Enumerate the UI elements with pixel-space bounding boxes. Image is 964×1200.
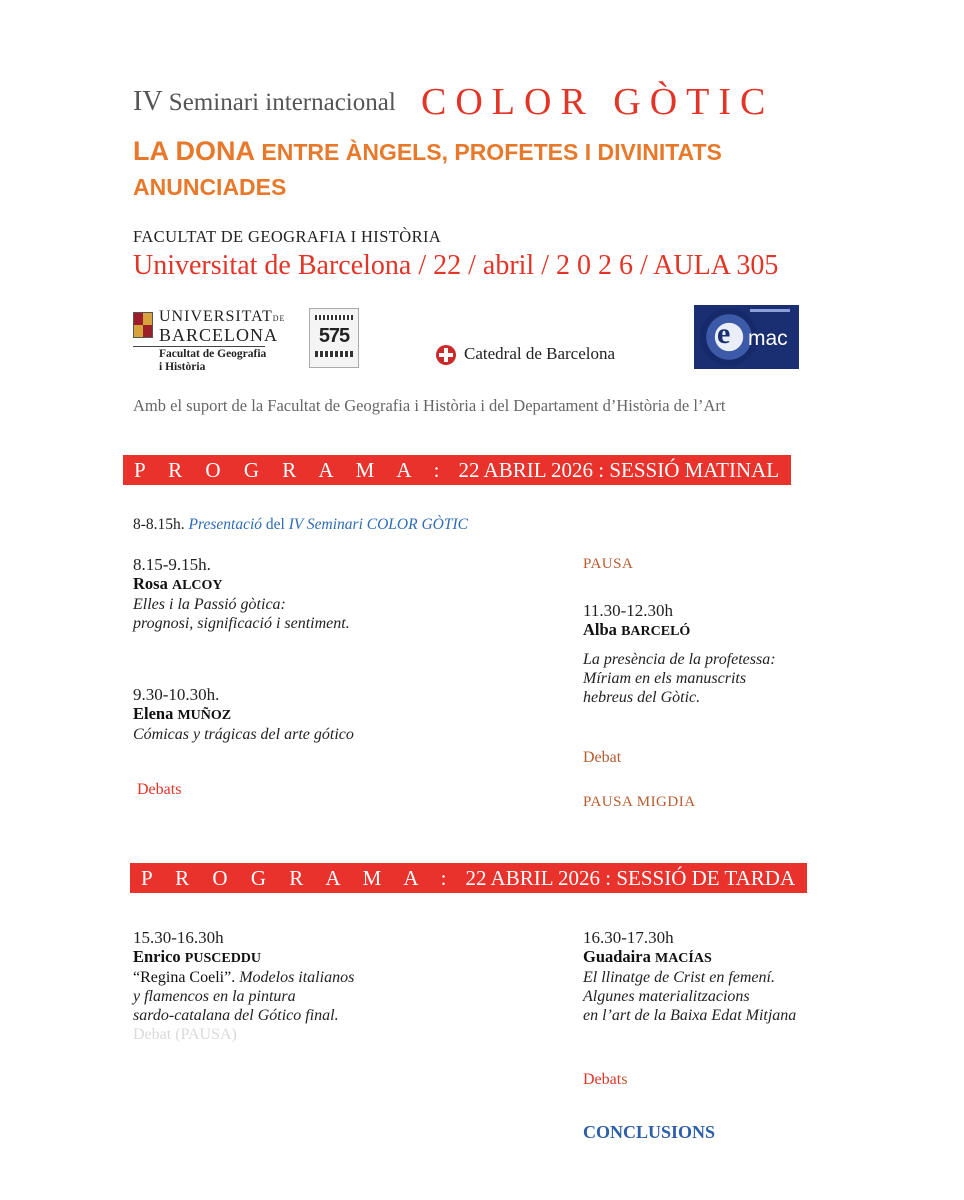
support-note: Amb el suport de la Facultat de Geografia i Història i del Departament d’Història de l’Art bbox=[133, 396, 726, 415]
morning-debats: Debats bbox=[137, 781, 182, 798]
pausa-migdia: PAUSA MIGDIA bbox=[583, 794, 696, 810]
anniversary-logo bbox=[309, 308, 359, 368]
seminar-label: Seminari internacional bbox=[168, 89, 396, 116]
venue-line: Universitat de Barcelona / 22 / abril / 2 0 2 6 / AULA 305 bbox=[133, 250, 779, 281]
emac-label: mac bbox=[748, 327, 788, 350]
talk-title-line1: Elles i la Passió gòtica: bbox=[133, 596, 286, 613]
talk-title-line1: Cómicas y trágicas del arte gótico bbox=[133, 726, 354, 743]
talk-time: 9.30-10.30h. bbox=[133, 685, 220, 704]
talk-barcelo bbox=[583, 601, 776, 707]
talk-time: 8.15-9.15h. bbox=[133, 555, 211, 574]
afternoon-banner bbox=[130, 863, 807, 893]
cross-icon bbox=[436, 345, 456, 365]
roman-numeral: IV bbox=[133, 86, 163, 117]
subtitle-line2: ANUNCIADES bbox=[133, 174, 287, 200]
intro-presentation: Presentació bbox=[188, 516, 263, 533]
intro-seminar: IV Seminari COLOR GÒTIC bbox=[288, 516, 468, 533]
speaker-name: Alba BARCELÓ bbox=[583, 620, 691, 639]
speaker-name: Enrico PUSCEDDU bbox=[133, 947, 262, 966]
anniversary-number: 575 bbox=[318, 325, 350, 347]
talk-time: 15.30-16.30h bbox=[133, 928, 224, 947]
banner-program-label: P R O G R A M A : bbox=[134, 458, 449, 482]
talk-title-line2: Algunes materialitzacions bbox=[583, 988, 750, 1005]
ub-name-line1: UNIVERSITAT bbox=[159, 308, 273, 325]
emac-logo bbox=[694, 305, 799, 369]
subtitle bbox=[133, 134, 722, 205]
morning-debat: Debat bbox=[583, 749, 622, 766]
intro-row bbox=[133, 516, 468, 534]
talk-time: 16.30-17.30h bbox=[583, 928, 674, 947]
talk-title-line2: prognosi, significació i sentiment. bbox=[133, 615, 350, 632]
subtitle-rest: ENTRE ÀNGELS, PROFETES I DIVINITATS bbox=[261, 139, 722, 165]
subtitle-lead: LA DONA bbox=[133, 136, 255, 166]
ub-faculty: Facultat de Geografia i Història bbox=[159, 348, 267, 373]
talk-title-line1: La presència de la profetessa: bbox=[583, 651, 776, 668]
page-title: COLOR GÒTIC bbox=[421, 81, 775, 123]
talk-title-line3: en l’art de la Baixa Edat Mitjana bbox=[583, 1007, 797, 1024]
talk-title-line3: sardo-catalana del Gótico final. bbox=[133, 1007, 339, 1024]
conclusions: CONCLUSIONS bbox=[583, 1122, 716, 1142]
morning-pausa: PAUSA bbox=[583, 556, 634, 572]
afternoon-debats: Debats bbox=[583, 1071, 628, 1088]
ub-de: DE bbox=[272, 314, 286, 323]
faculty-heading: FACULTAT DE GEOGRAFIA I HISTÒRIA bbox=[133, 227, 442, 246]
ub-name-line2: BARCELONA bbox=[159, 325, 279, 345]
banner-session: 22 ABRIL 2026 : SESSIÓ DE TARDA bbox=[465, 866, 796, 890]
seminar-edition bbox=[133, 86, 396, 118]
talk-title-line3: hebreus del Gòtic. bbox=[583, 689, 701, 706]
talk-title-line1: “Regina Coeli”. Modelos italianos bbox=[133, 969, 355, 986]
ub-shield-icon bbox=[133, 312, 153, 338]
talk-pusceddu bbox=[133, 928, 354, 1044]
morning-banner bbox=[123, 455, 791, 485]
intro-del: del bbox=[265, 516, 285, 533]
afternoon-debat-pausa: Debat (PAUSA) bbox=[133, 1026, 237, 1043]
talk-title-line2: Míriam en els manuscrits bbox=[583, 670, 747, 687]
banner-session: 22 ABRIL 2026 : SESSIÓ MATINAL bbox=[458, 458, 780, 482]
speaker-name: Elena MUÑOZ bbox=[133, 704, 232, 723]
speaker-name: Rosa ALCOY bbox=[133, 574, 223, 593]
banner-program-label: P R O G R A M A : bbox=[141, 866, 456, 890]
cathedral-label: Catedral de Barcelona bbox=[464, 344, 616, 363]
emac-e: e bbox=[717, 317, 731, 350]
talk-macias bbox=[583, 928, 796, 1025]
ub-divider bbox=[133, 346, 265, 347]
talk-munoz bbox=[133, 685, 354, 744]
talk-title-line2: y flamencos en la pintura bbox=[133, 988, 296, 1005]
speaker-name: Guadaira MACÍAS bbox=[583, 947, 712, 966]
university-logo bbox=[133, 308, 286, 373]
talk-title-line1: El llinatge de Crist en femení. bbox=[583, 969, 775, 986]
intro-time: 8-8.15h. bbox=[133, 516, 185, 533]
talk-alcoy bbox=[133, 555, 350, 633]
talk-time: 11.30-12.30h bbox=[583, 601, 674, 620]
